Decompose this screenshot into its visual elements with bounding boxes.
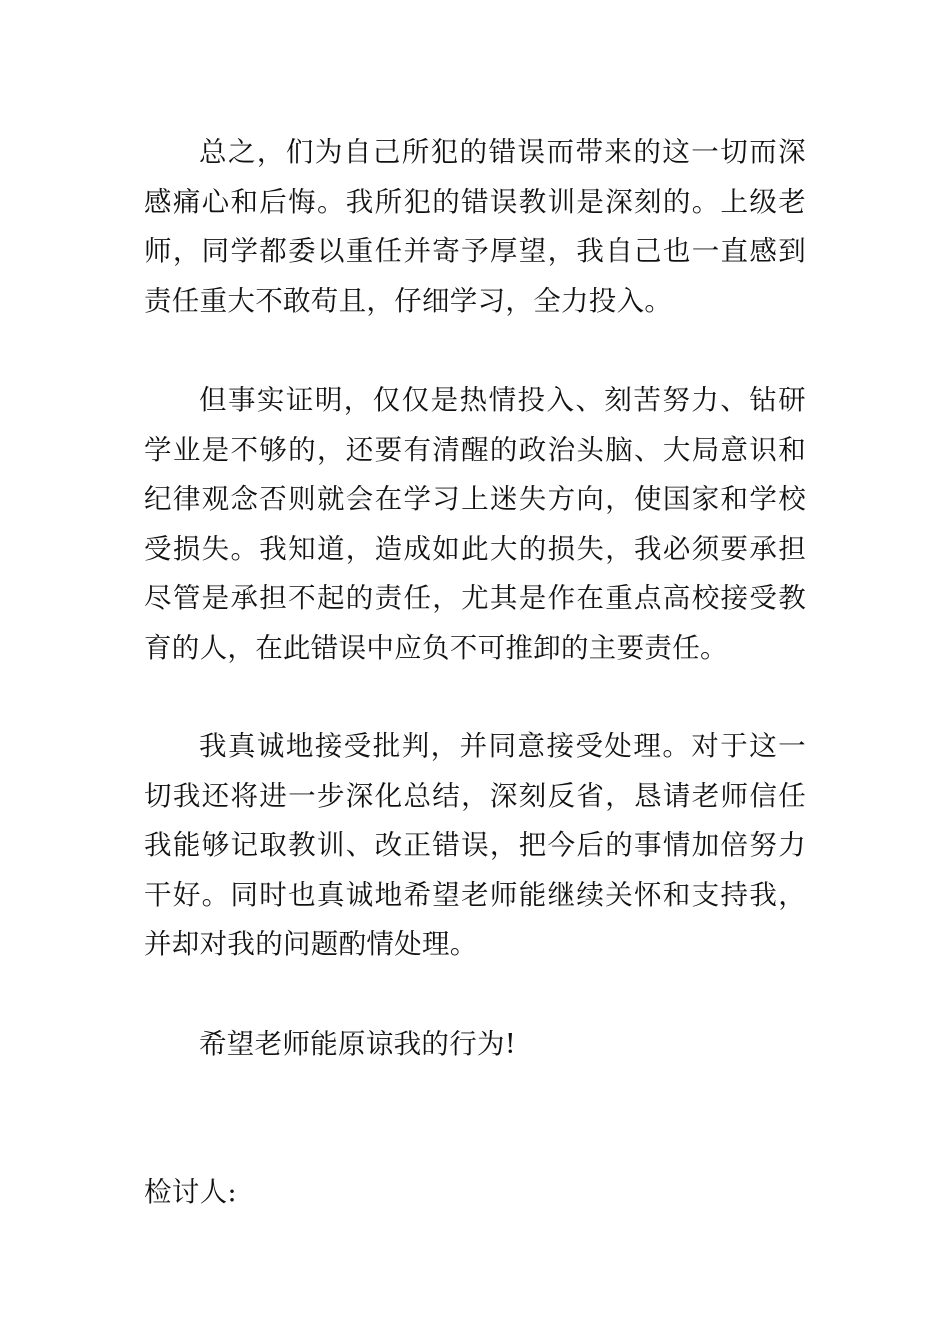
signature-label: 检讨人:	[144, 1176, 237, 1208]
paragraph-1: 总之，们为自己所犯的错误而带来的这一切而深感痛心和后悔。我所犯的错误教训是深刻的。上级老师，同学都委以重任并寄予厚望，我自己也一直感到责任重大不敢苟且，仔细学习，全力投入。	[144, 136, 806, 317]
paragraph-2: 但事实证明，仅仅是热情投入、刻苦努力、钻研学业是不够的，还要有清醒的政治头脑、大局意识和纪律观念否则就会在学习上迷失方向，使国家和学校受损失。我知道，造成如此大的损失，我必须要承担尽管是承担不起的责任，尤其是作在重点高校接受教育的人，在此错误中应负不可推卸的主要责任。	[144, 384, 806, 664]
paragraph-3: 我真诚地接受批判，并同意接受处理。对于这一切我还将进一步深化总结，深刻反省，恳请老师信任我能够记取教训、改正错误，把今后的事情加倍努力干好。同时也真诚地希望老师能继续关怀和支持我，并却对我的问题酌情处理。	[144, 730, 806, 960]
paragraph-4: 希望老师能原谅我的行为!	[199, 1028, 517, 1060]
